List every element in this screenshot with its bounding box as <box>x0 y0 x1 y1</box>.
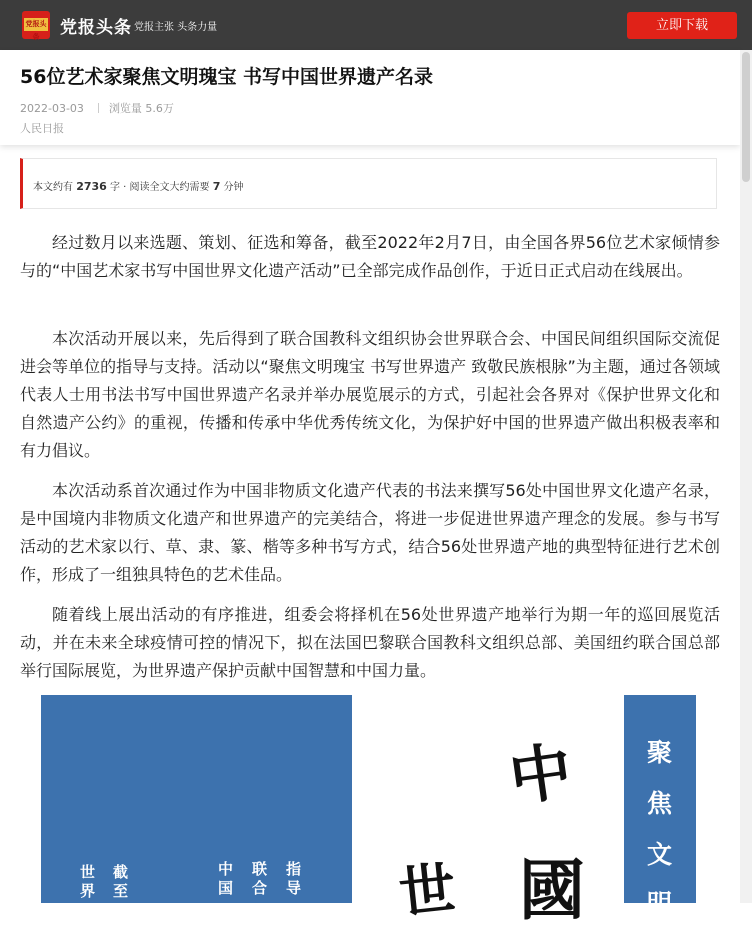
image-vertical-text: 联合 <box>252 860 268 897</box>
calligraphy-character: 世 <box>396 855 459 927</box>
article-image[interactable] <box>41 695 696 929</box>
article-source: 人民日报 <box>20 122 64 135</box>
top-bar <box>0 0 752 50</box>
article-paragraph: 经过数月以来选题、策划、征选和筹备，截至2022年2月7日，由全国各界56位艺术家倾情参与的“中国艺术家书写中国世界文化遗产活动”已全部完成作品创作，于近日正式启动在线展出。 <box>20 233 720 280</box>
scrollbar[interactable] <box>740 50 752 903</box>
calligraphy-character: 國 <box>519 851 585 929</box>
reading-minutes: 7 <box>212 180 221 193</box>
reading-prefix: 本文约有 <box>33 182 77 193</box>
image-right-character: 聚 <box>647 738 673 767</box>
reading-time-box <box>20 158 717 209</box>
article-paragraph: 随着线上展出活动的有序推进，组委会将择机在56处世界遗产地举行为期一年的巡回展览活动，并在未来全球疫情可控的情况下，拟在法国巴黎联合国教科文组织总部、美国纽约联合国总部举行国际展览，为世界遗产保护贡献中国智慧和中国力量。 <box>20 605 720 680</box>
image-vertical-text: 指导 <box>286 860 302 897</box>
image-left-panel <box>41 695 352 903</box>
scrollbar-thumb[interactable] <box>742 52 750 182</box>
article-paragraph: 本次活动系首次通过作为中国非物质文化遗产代表的书法来撰写56处中国世界文化遗产名录，是中国境内非物质文化遗产和世界遗产的完美结合，将进一步促进世界遗产理念的发展。参与书写活动的艺术家以行、草、隶、篆、楷等多种书写方式，结合56处世界遗产地的典型特征进行艺术创作，形成了一组独具特色的艺术佳品。 <box>20 481 720 584</box>
view-count: 浏览量 5.6万 <box>108 102 174 115</box>
article-paragraph: 本次活动开展以来，先后得到了联合国教科文组织协会世界联合会、中国民间组织国际交流促进会等单位的指导与支持。活动以“聚焦文明瑰宝 书写世界遗产 致敬民族根脉”为主题，通过各领域代表人士用书法书写中国世界遗产名录并举办展览展示的方式，引起社会各界对《保护世界文化和自然遗产公约》的重视，传播和传承中华优秀传统文化，为保护好中国的世界遗产做出积极表率和有力倡议。 <box>20 329 720 460</box>
article-header <box>0 50 740 145</box>
reading-suffix: 分钟 <box>220 182 244 193</box>
image-vertical-text: 中国 <box>218 860 234 897</box>
article-meta <box>20 100 174 116</box>
image-right-character: 焦 <box>647 789 673 818</box>
image-right-character: 明 <box>647 889 673 918</box>
reading-middle: 字 · 阅读全文大约需要 <box>106 182 213 193</box>
app-logo[interactable] <box>22 11 50 39</box>
image-vertical-text: 截至 <box>113 863 129 900</box>
meta-divider <box>98 103 99 113</box>
publish-date: 2022-03-03 <box>20 102 84 115</box>
reading-time-text <box>33 178 244 193</box>
image-vertical-text: 世界 <box>80 863 96 900</box>
download-button[interactable]: 立即下载 <box>627 12 737 39</box>
brand-name[interactable]: 党报头条 <box>60 18 132 38</box>
article-title: 56位艺术家聚焦文明瑰宝 书写中国世界遗产名录 <box>20 66 434 88</box>
word-count: 2736 <box>76 180 107 193</box>
brand-slogan: 党报主张 头条力量 <box>134 22 218 33</box>
image-right-character: 文 <box>647 840 673 869</box>
calligraphy-character: 中 <box>504 733 577 815</box>
logo-text: 党报头条 <box>25 20 47 41</box>
